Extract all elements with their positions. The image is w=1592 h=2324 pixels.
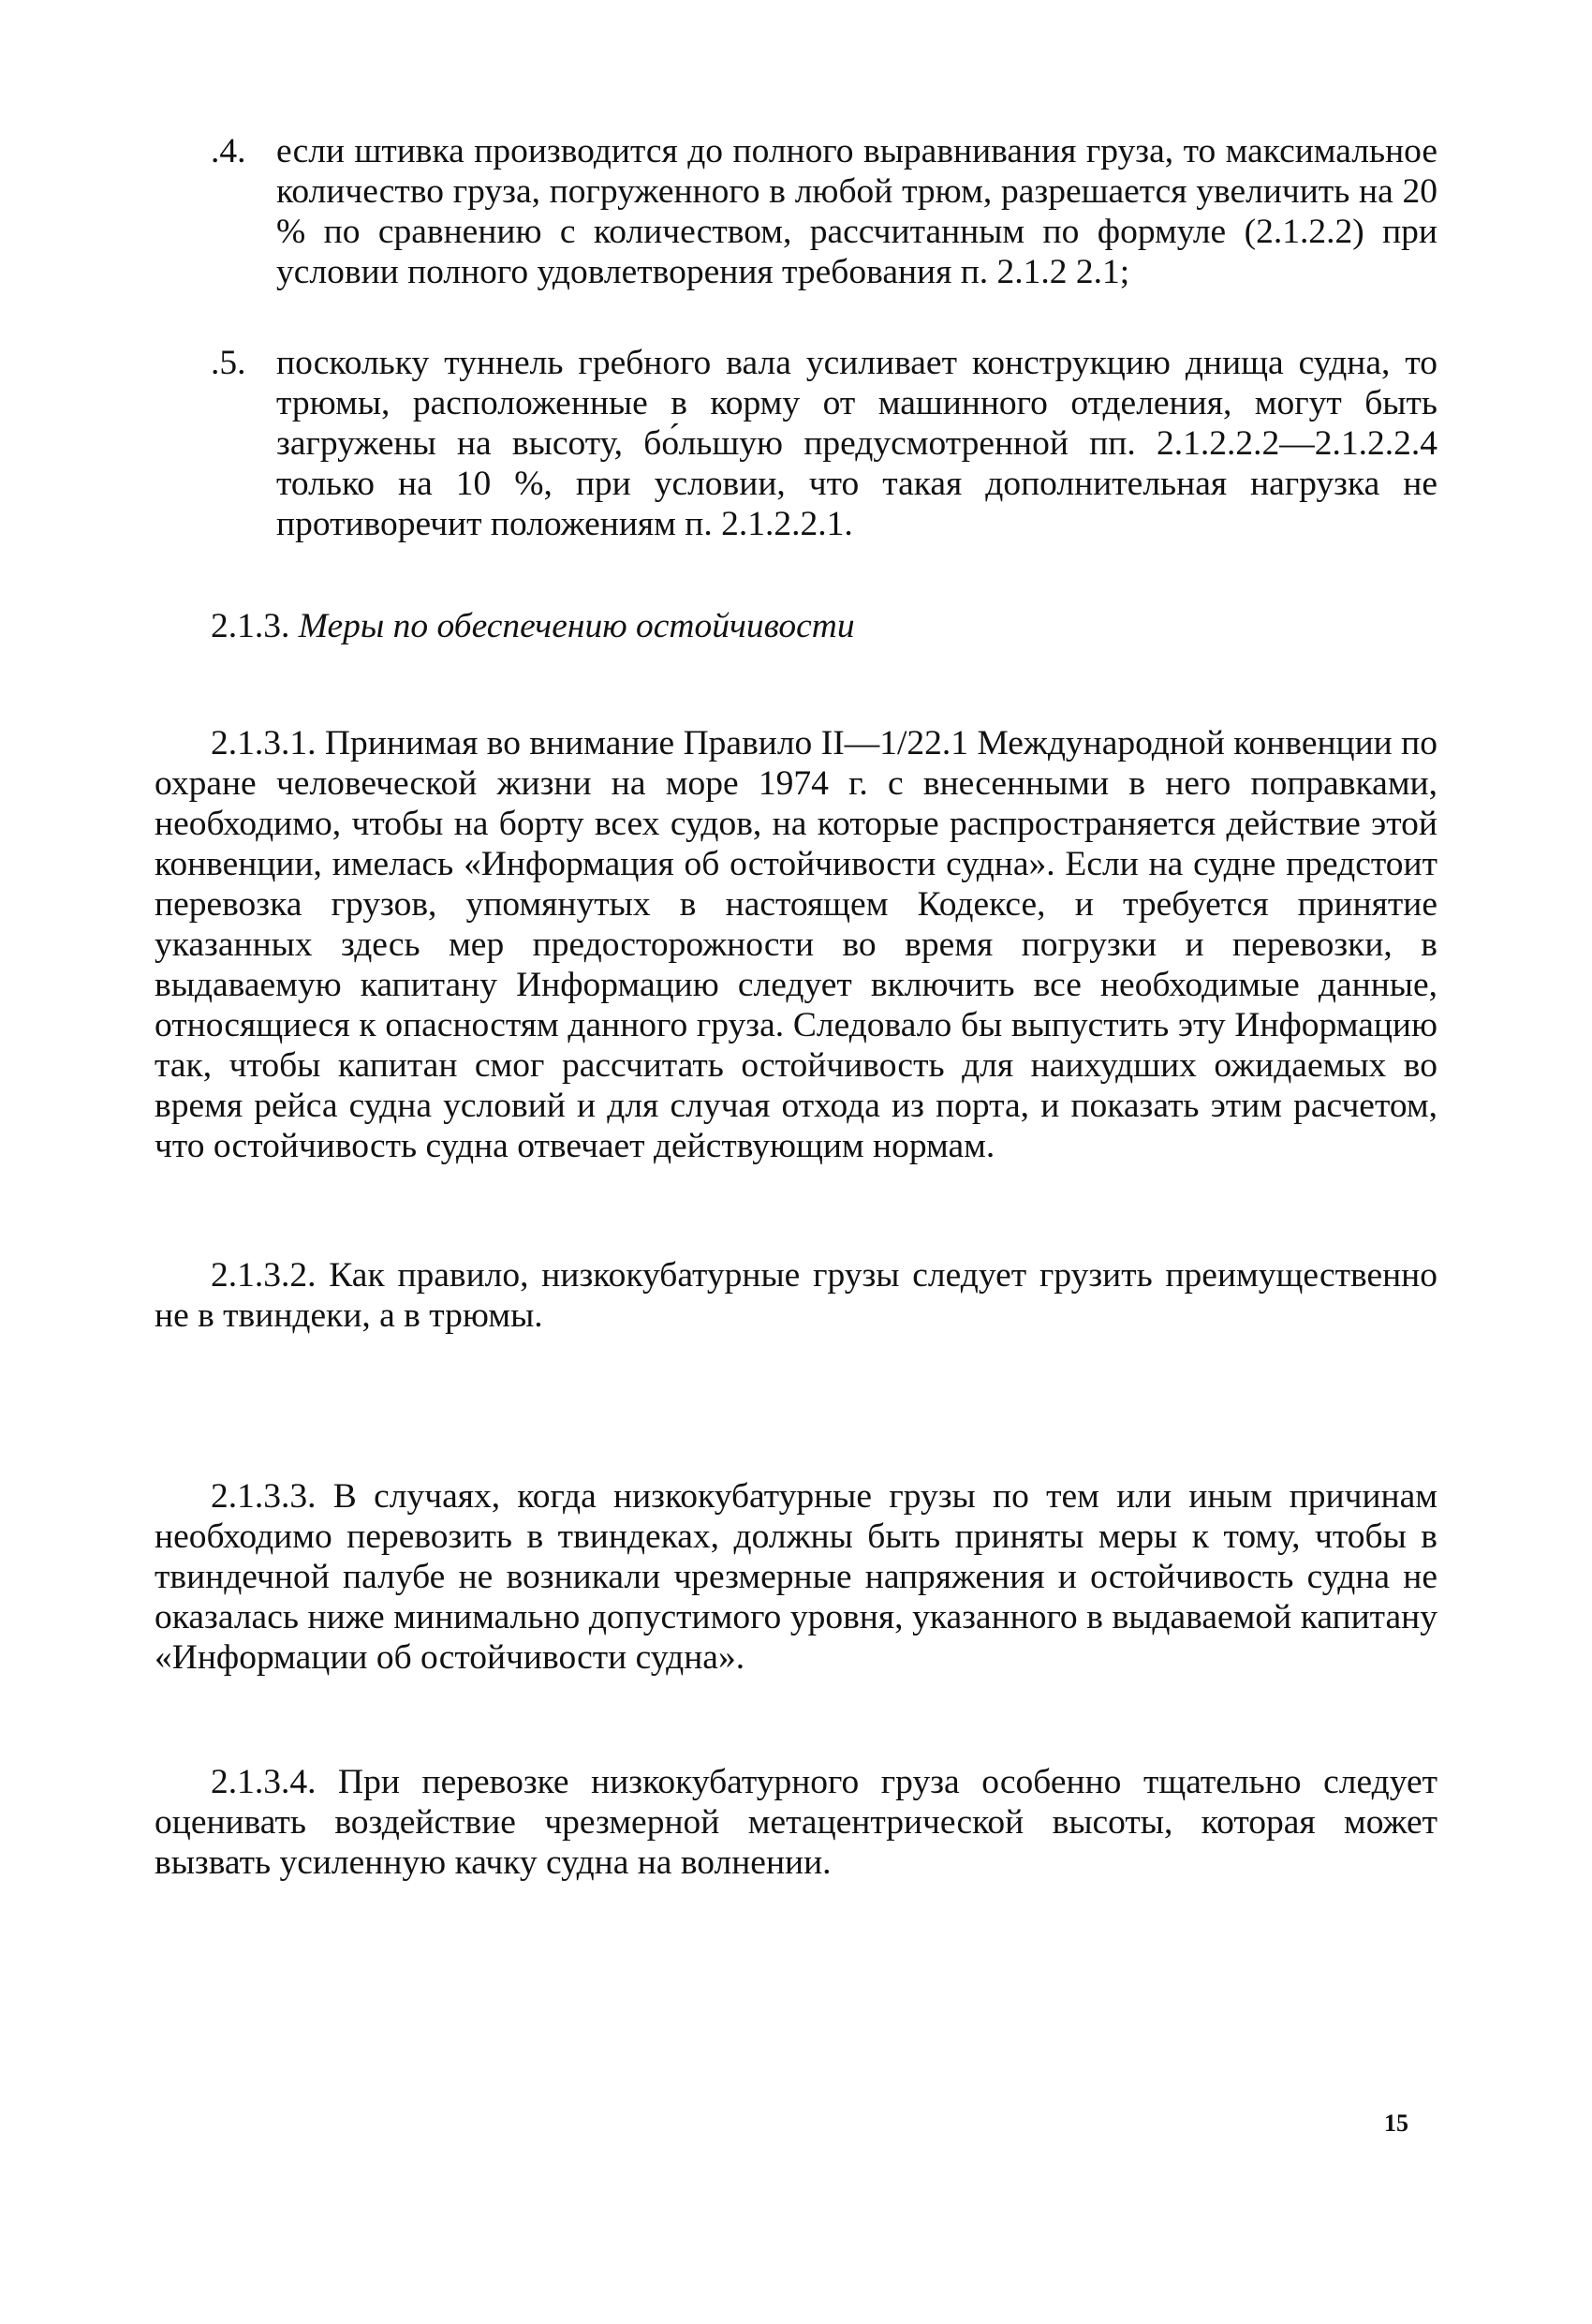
list-item-text: если штивка производится до полного выравнивания груза, то максимальное количество груза, погруженного в любой трюм, разрешается увеличить на 20 % по сравнению с количеством, рассчитанным по формуле (2.1.2.2) при условии полного удовлетворения требования п. 2.1.2 2.1;	[276, 132, 1437, 291]
list-item-text: поскольку туннель гребного вала усиливает конструкцию днища судна, то трюмы, расположенные в корму от машинного отделения, могут быть загружены на высоту, бо́льшую предусмотренной пп. 2.1.2.2.2—2.1.2.2.4 только на 10 %, при условии, что такая дополнительная нагрузка не противоречит положениям п. 2.1.2.2.1.	[276, 344, 1437, 543]
paragraph: 2.1.3.3. В случаях, когда низкокубатурные грузы по тем или иным причинам необходимо перевозить в твиндеках, должны быть приняты меры к тому, чтобы в твиндечной палубе не возникали чрезмерные напряжения и остойчивость судна не оказалась ниже минимально допустимого уровня, указанного в выдаваемой капитану «Информации об остойчивости судна».	[155, 1477, 1437, 1677]
list-item	[155, 131, 1437, 292]
list-item	[155, 343, 1437, 544]
paragraph: 2.1.3.4. При перевозке низкокубатурного груза особенно тщательно следует оценивать воздействие чрезмерной метацентрической высоты, которая может вызвать усиленную качку судна на волнении.	[155, 1763, 1437, 1882]
paragraph: 2.1.3.2. Как правило, низкокубатурные грузы следует грузить преимущественно не в твиндеки, а в трюмы.	[155, 1256, 1437, 1335]
list-item-number: .4.	[211, 132, 246, 170]
section-title: Меры по обеспечению остойчивости	[298, 607, 855, 645]
paragraph: 2.1.3.1. Принимая во внимание Правило II—1/22.1 Международной конвенции по охране человеческой жизни на море 1974 г. с внесенными в него поправками, необходимо, чтобы на борту всех судов, на которые распространяется действие этой конвенции, имелась «Информация об остойчивости судна». Если на судне предстоит перевозка грузов, упомянутых в настоящем Кодексе, и требуется принятие указанных здесь мер предосторожности во время погрузки и перевозки, в выдаваемую капитану Информацию следует включить все необходимые данные, относящиеся к опасностям данного груза. Следовало бы выпустить эту Информацию так, чтобы капитан смог рассчитать остойчивость для наихудших ожидаемых во время рейса судна условий и для случая отхода из порта, и показать этим расчетом, что остойчивость судна отвечает действующим нормам.	[155, 724, 1437, 1165]
section-number: 2.1.3.	[211, 607, 290, 645]
section-heading	[155, 606, 1437, 646]
list-item-number: .5.	[211, 344, 246, 382]
document-page	[155, 131, 1437, 1972]
page-number: 15	[1384, 2109, 1408, 2137]
